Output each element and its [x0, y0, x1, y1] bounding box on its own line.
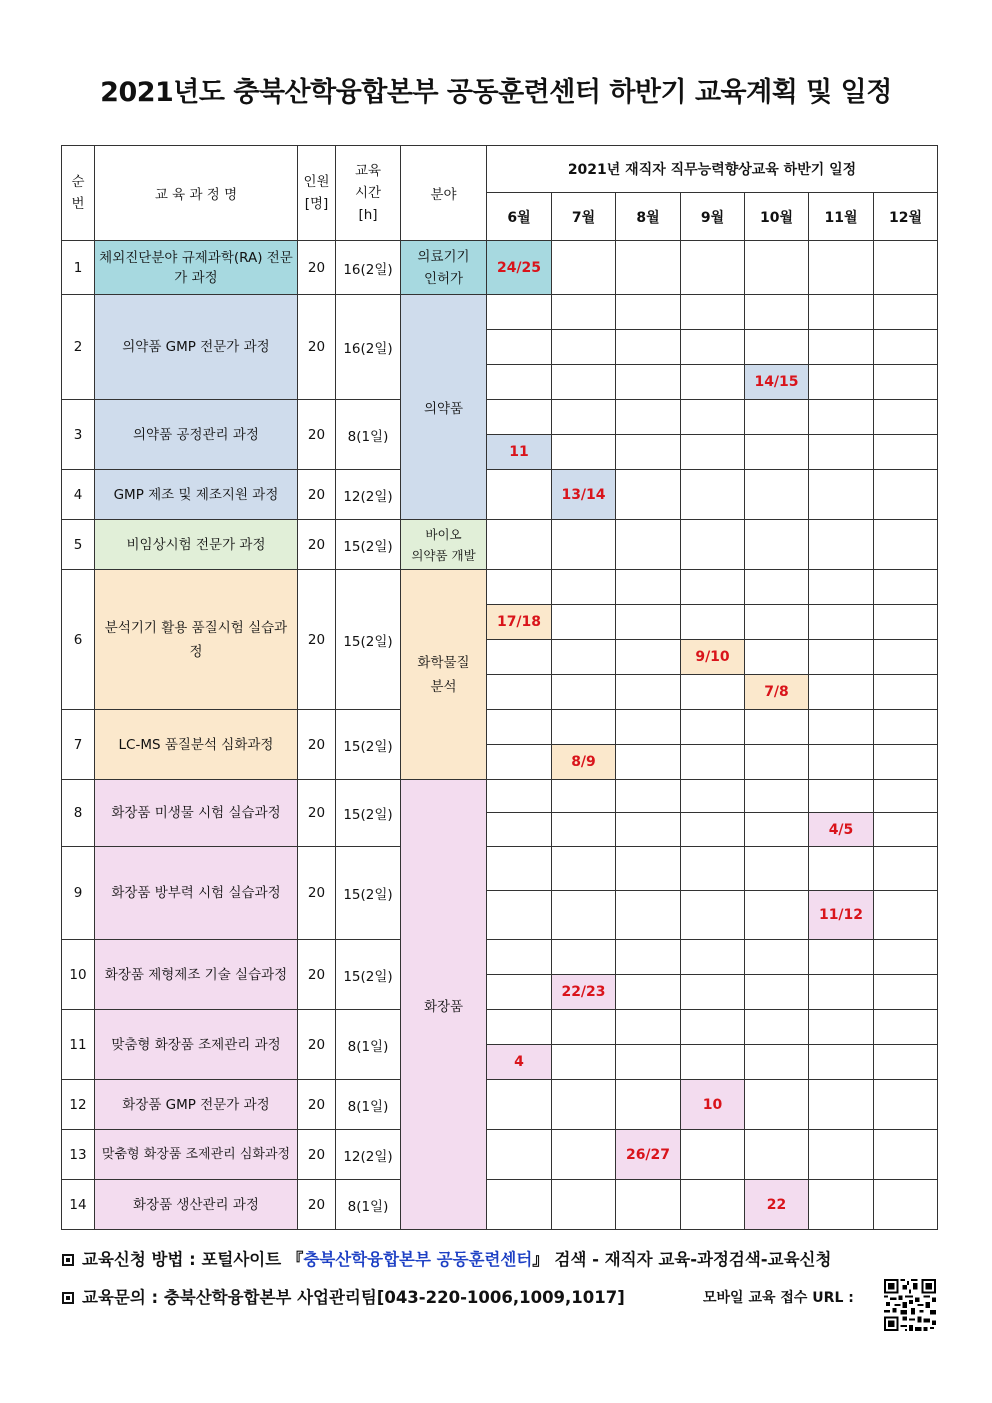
course-number: 12	[62, 1080, 95, 1130]
course-people: 20	[298, 400, 336, 470]
course-people: 20	[298, 940, 336, 1010]
course-people: 20	[298, 295, 336, 400]
schedule-date: 14/15	[745, 365, 809, 400]
course-number: 9	[62, 847, 95, 940]
course-people: 20	[298, 241, 336, 295]
header-month: 10월	[745, 193, 809, 241]
portal-link[interactable]: 충북산학융합본부 공동훈련센터	[303, 1250, 533, 1269]
course-name: 화장품 제형제조 기술 실습과정	[95, 940, 298, 1010]
course-number: 8	[62, 780, 95, 847]
bullet-square-icon	[62, 1254, 74, 1266]
schedule-date: 22/23	[552, 975, 616, 1010]
course-number: 7	[62, 710, 95, 780]
schedule-date: 8/9	[552, 745, 616, 780]
schedule-date: 17/18	[487, 605, 552, 640]
course-name: 의약품 공정관리 과정	[95, 400, 298, 470]
field-bio-pharma: 바이오 의약품 개발	[401, 520, 487, 570]
header-course: 교 육 과 정 명	[95, 146, 298, 241]
course-people: 20	[298, 470, 336, 520]
course-name: 화장품 생산관리 과정	[95, 1180, 298, 1230]
schedule-date: 9/10	[681, 640, 745, 675]
course-hours: 16(2일)	[336, 241, 401, 295]
course-number: 5	[62, 520, 95, 570]
header-hours: 교육 시간 [h]	[336, 146, 401, 241]
header-month: 7월	[552, 193, 616, 241]
course-number: 11	[62, 1010, 95, 1080]
course-name: 분석기기 활용 품질시험 실습과정	[95, 570, 298, 710]
mobile-url-label: 모바일 교육 접수 URL :	[703, 1290, 854, 1306]
schedule-date: 13/14	[552, 470, 616, 520]
course-number: 4	[62, 470, 95, 520]
schedule-date: 11/12	[809, 891, 874, 940]
course-hours: 12(2일)	[336, 1130, 401, 1180]
course-hours: 16(2일)	[336, 295, 401, 400]
schedule-date: 11	[487, 435, 552, 470]
course-name: LC-MS 품질분석 심화과정	[95, 710, 298, 780]
course-name: GMP 제조 및 제조지원 과정	[95, 470, 298, 520]
course-number: 13	[62, 1130, 95, 1180]
header-people: 인원 [명]	[298, 146, 336, 241]
schedule-date: 4/5	[809, 813, 874, 847]
contact-info	[62, 1284, 625, 1308]
course-people: 20	[298, 847, 336, 940]
course-people: 20	[298, 570, 336, 710]
course-hours: 15(2일)	[336, 570, 401, 710]
course-hours: 15(2일)	[336, 710, 401, 780]
contact-text: 교육문의 : 충북산학융합본부 사업관리팀[043-220-1006,1009,1017]	[82, 1288, 625, 1307]
course-people: 20	[298, 1010, 336, 1080]
course-hours: 15(2일)	[336, 520, 401, 570]
course-hours: 8(1일)	[336, 1180, 401, 1230]
schedule-date: 4	[487, 1045, 552, 1080]
header-num: 순 번	[62, 146, 95, 241]
field-chemical: 화학물질 분석	[401, 570, 487, 780]
bullet-square-icon	[62, 1292, 74, 1304]
schedule-date: 10	[681, 1080, 745, 1130]
header-schedule: 2021년 재직자 직무능력향상교육 하반기 일정	[487, 146, 938, 193]
application-info	[62, 1246, 831, 1270]
course-number: 2	[62, 295, 95, 400]
course-hours: 15(2일)	[336, 847, 401, 940]
course-hours: 8(1일)	[336, 1080, 401, 1130]
course-hours: 12(2일)	[336, 470, 401, 520]
header-month: 12월	[874, 193, 938, 241]
application-prefix: 교육신청 방법 : 포털사이트 『	[82, 1250, 304, 1269]
course-name: 체외진단분야 규제과학(RA) 전문가 과정	[95, 241, 298, 295]
course-number: 10	[62, 940, 95, 1010]
header-month: 8월	[616, 193, 681, 241]
field-medical-device: 의료기기 인허가	[401, 241, 487, 295]
page-title: 2021년도 충북산학융합본부 공동훈련센터 하반기 교육계획 및 일정	[100, 77, 892, 108]
qr-code-icon[interactable]	[884, 1279, 936, 1331]
course-people: 20	[298, 1080, 336, 1130]
course-name: 의약품 GMP 전문가 과정	[95, 295, 298, 400]
course-name: 맞춤형 화장품 조제관리 심화과정	[95, 1130, 298, 1180]
header-month: 9월	[681, 193, 745, 241]
course-hours: 8(1일)	[336, 1010, 401, 1080]
header-month: 6월	[487, 193, 552, 241]
course-hours: 8(1일)	[336, 400, 401, 470]
course-hours: 15(2일)	[336, 940, 401, 1010]
schedule-date: 26/27	[616, 1130, 681, 1180]
course-number: 14	[62, 1180, 95, 1230]
course-people: 20	[298, 1130, 336, 1180]
course-name: 비임상시험 전문가 과정	[95, 520, 298, 570]
course-name: 화장품 방부력 시험 실습과정	[95, 847, 298, 940]
schedule-date: 7/8	[745, 675, 809, 710]
table-row	[62, 241, 938, 295]
course-name: 화장품 GMP 전문가 과정	[95, 1080, 298, 1130]
schedule-date: 24/25	[487, 241, 552, 295]
course-number: 6	[62, 570, 95, 710]
header-field: 분야	[401, 146, 487, 241]
course-people: 20	[298, 780, 336, 847]
schedule-date: 22	[745, 1180, 809, 1230]
course-hours: 15(2일)	[336, 780, 401, 847]
course-people: 20	[298, 710, 336, 780]
header-month: 11월	[809, 193, 874, 241]
field-pharma: 의약품	[401, 295, 487, 520]
schedule-table	[61, 145, 938, 1230]
course-name: 맞춤형 화장품 조제관리 과정	[95, 1010, 298, 1080]
course-people: 20	[298, 520, 336, 570]
field-cosmetics: 화장품	[401, 780, 487, 1230]
course-people: 20	[298, 1180, 336, 1230]
application-suffix: 』 검색 - 재직자 교육-과정검색-교육신청	[532, 1250, 832, 1269]
course-number: 3	[62, 400, 95, 470]
course-number: 1	[62, 241, 95, 295]
course-name: 화장품 미생물 시험 실습과정	[95, 780, 298, 847]
